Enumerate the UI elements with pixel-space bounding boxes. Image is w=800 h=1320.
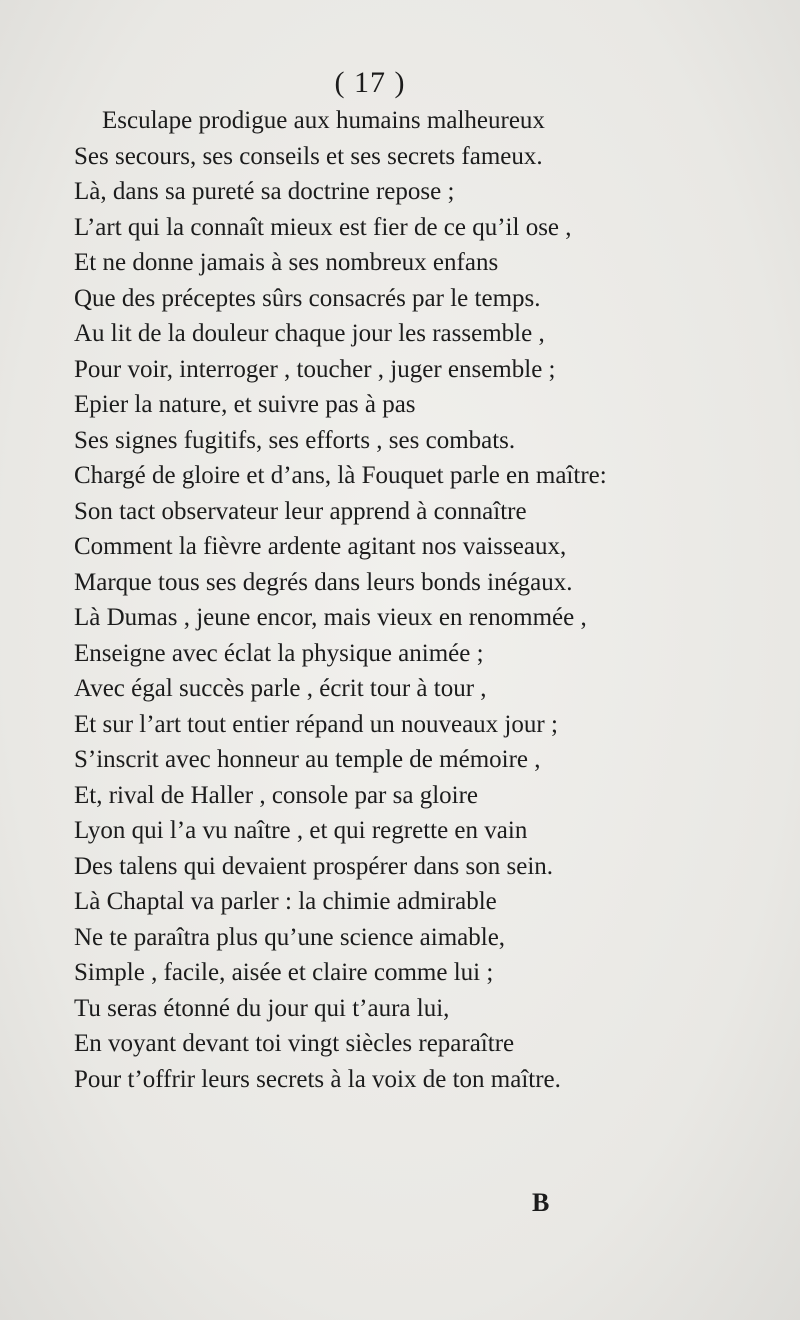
poem-line: Tu seras étonné du jour qui t’aura lui, <box>74 994 450 1022</box>
signature-mark: B <box>532 1188 550 1217</box>
poem-line: Ses signes fugitifs, ses efforts , ses combats. <box>74 426 516 454</box>
poem-line: En voyant devant toi vingt siècles reparaître <box>74 1030 515 1057</box>
poem-line: Avec égal succès parle , écrit tour à tour , <box>74 675 487 702</box>
poem-line: Marque tous ses degrés dans leurs bonds inégaux. <box>74 568 573 596</box>
poem-line: Là, dans sa pureté sa doctrine repose ; <box>74 178 455 205</box>
poem-line: Des talens qui devaient prospérer dans son sein. <box>74 852 554 880</box>
poem-line: L’art qui la connaît mieux est fier de ce qu’il ose , <box>74 213 572 241</box>
poem-line: Comment la fièvre ardente agitant nos vaisseaux, <box>74 533 567 560</box>
poem-line: Et, rival de Haller , console par sa gloire <box>74 781 479 809</box>
poem-line: Et sur l’art tout entier répand un nouveaux jour ; <box>74 710 558 738</box>
poem-line: Ses secours, ses conseils et ses secrets fameux. <box>74 142 543 170</box>
poem-line: Chargé de gloire et d’ans, là Fouquet parle en maître: <box>74 462 607 489</box>
poem-line: Epier la nature, et suivre pas à pas <box>74 391 416 418</box>
poem-line: Pour voir, interroger , toucher , juger ensemble ; <box>74 355 556 383</box>
poem-line: Son tact observateur leur apprend à connaître <box>74 497 527 525</box>
poem-line: Esculape prodigue aux humains malheureux <box>102 107 545 134</box>
poem-line: Lyon qui l’a vu naître , et qui regrette en vain <box>74 817 528 844</box>
page-number: ( 17 ) <box>334 66 406 99</box>
poem-text <box>74 103 734 1097</box>
poem-line: Enseigne avec éclat la physique animée ; <box>74 639 484 667</box>
poem-line: Là Chaptal va parler : la chimie admirable <box>74 888 497 915</box>
poem-line: Pour t’offrir leurs secrets à la voix de ton maître. <box>74 1065 561 1093</box>
poem-line: Et ne donne jamais à ses nombreux enfans <box>74 249 499 276</box>
poem-line: Ne te paraîtra plus qu’une science aimable, <box>74 923 506 951</box>
poem-line: Que des préceptes sûrs consacrés par le temps. <box>74 284 541 312</box>
poem-line: Au lit de la douleur chaque jour les rassemble , <box>74 320 545 347</box>
poem-line: Simple , facile, aisée et claire comme lui ; <box>74 959 494 986</box>
poem-line: S’inscrit avec honneur au temple de mémoire , <box>74 746 541 773</box>
poem-line: Là Dumas , jeune encor, mais vieux en renommée , <box>74 604 587 631</box>
